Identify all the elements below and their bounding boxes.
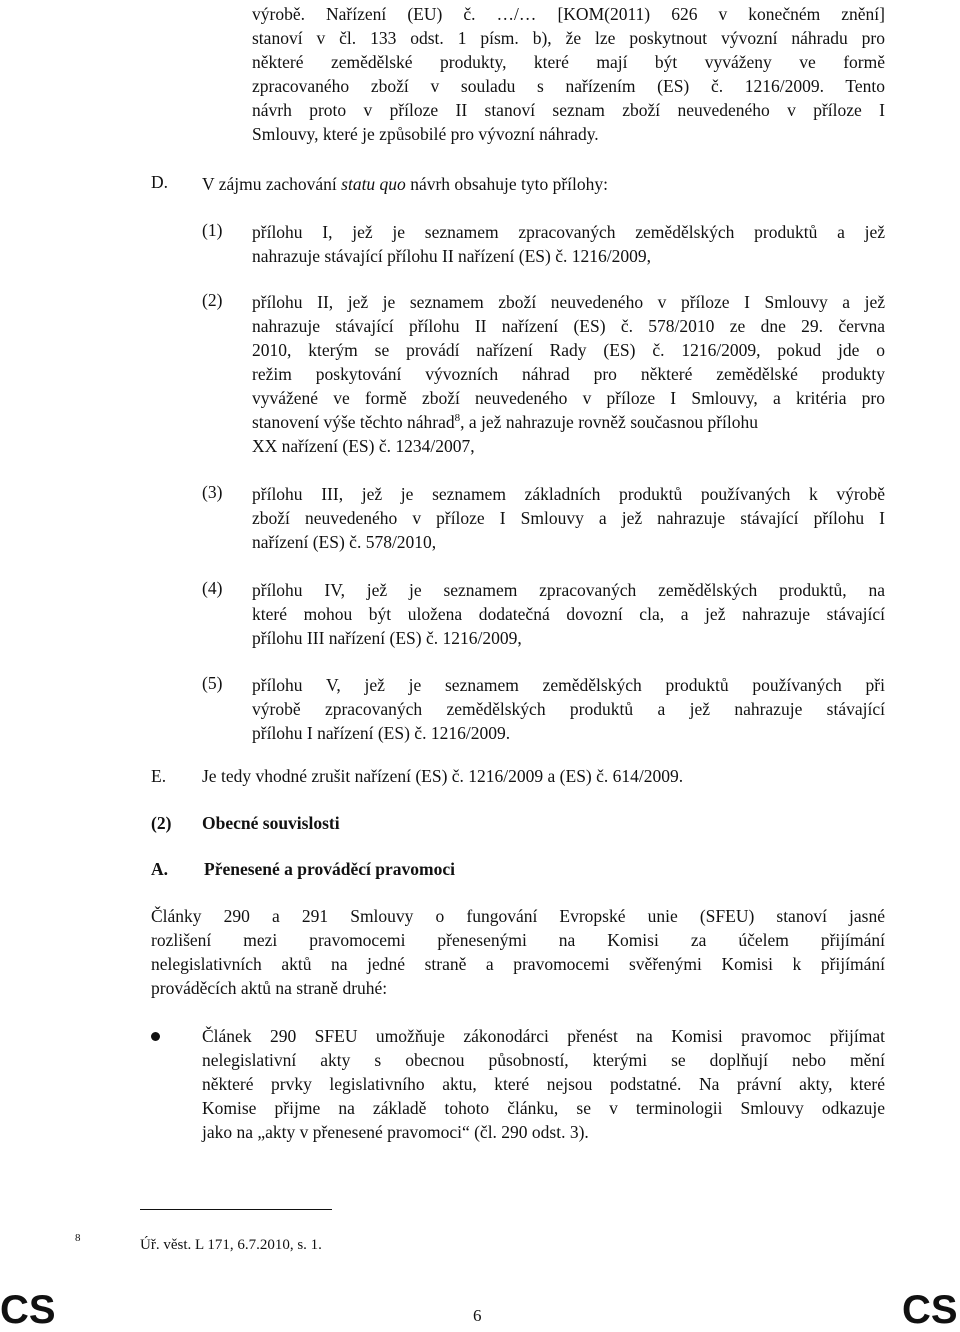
text-line: Články 290 a 291 Smlouvy o fungování Evropské unie (SFEU) stanoví jasné <box>151 906 885 926</box>
text-line: přílohu II, jež je seznamem zboží neuvedeného v příloze I Smlouvy a jež <box>252 292 885 312</box>
list-item <box>252 220 885 268</box>
text-line: Komise přijme na základě tohoto článku, se v terminologii Smlouvy odkazuje <box>202 1098 885 1118</box>
intro-paragraph <box>252 2 885 146</box>
bullet-paragraph <box>202 1024 885 1144</box>
articles-paragraph <box>151 904 885 1000</box>
text-line: stanoví v čl. 133 odst. 1 písm. b), že lze poskytnout vývozní náhradu pro <box>252 28 885 48</box>
text-segment: , a jež nahrazuje rovněž současnou přílohu <box>460 412 759 432</box>
subheading-label: A. <box>151 859 169 879</box>
heading-number: (2) <box>151 813 172 833</box>
footer-language-left: CS <box>0 1288 56 1332</box>
text-line: režim poskytování vývozních náhrad pro některé zemědělské produkty <box>252 364 885 384</box>
text-line: návrh proto v příloze II stanoví seznam zboží neuvedeného v příloze I <box>252 100 885 120</box>
text-line: zpracovaného zboží v souladu s nařízením (ES) č. 1216/2009. Tento <box>252 76 885 96</box>
section-d-intro <box>202 172 902 196</box>
section-d-text-before: V zájmu zachování <box>202 174 342 194</box>
item-number: (1) <box>202 220 223 240</box>
text-line: zboží neuvedeného v příloze I Smlouvy a jež nahrazuje stávající přílohu I <box>252 508 885 528</box>
text-line: nelegislativních aktů na jedné straně a pravomocemi svěřenými Komisi k přijímání <box>151 954 885 974</box>
heading-title: Obecné souvislosti <box>202 813 340 833</box>
text-line: nahrazuje stávající přílohu II nařízení (ES) č. 578/2010 ze dne 29. června <box>252 316 885 336</box>
section-e-text: Je tedy vhodné zrušit nařízení (ES) č. 1216/2009 a (ES) č. 614/2009. <box>202 766 684 786</box>
list-item <box>252 482 885 554</box>
text-line: některé prvky legislativního aktu, které nejsou podstatné. Na právní akty, které <box>202 1074 885 1094</box>
footnote-number: 8 <box>75 1232 81 1244</box>
text-line: Smlouvy, které je způsobilé pro vývozní náhrady. <box>252 124 599 144</box>
section-d-label: D. <box>151 172 169 192</box>
text-line: jako na „akty v přenesené pravomoci“ (čl. 290 odst. 3). <box>202 1122 589 1142</box>
subheading-title: Přenesené a prováděcí pravomoci <box>204 859 455 879</box>
text-line: některé zemědělské produkty, které mají být vyváženy ve formě <box>252 52 885 72</box>
bullet-icon <box>151 1032 160 1041</box>
list-item <box>252 290 885 458</box>
item-number: (4) <box>202 578 223 598</box>
item-number: (5) <box>202 673 223 693</box>
text-line: přílohu III nařízení (ES) č. 1216/2009, <box>252 628 522 648</box>
text-line: 2010, kterým se provádí nařízení Rady (ES) č. 1216/2009, pokud jde o <box>252 340 885 360</box>
section-d-italic: statu quo <box>341 174 406 194</box>
text-line: XX nařízení (ES) č. 1234/2007, <box>252 436 475 456</box>
text-line: nahrazuje stávající přílohu II nařízení (ES) č. 1216/2009, <box>252 246 651 266</box>
footnote-separator <box>140 1209 332 1210</box>
text-line: přílohu V, jež je seznamem zemědělských produktů používaných při <box>252 675 885 695</box>
text-line: přílohu III, jež je seznamem základních produktů používaných k výrobě <box>252 484 885 504</box>
text-line <box>252 410 885 434</box>
text-line: přílohu IV, jež je seznamem zpracovaných zemědělských produktů, na <box>252 580 885 600</box>
text-line: výrobě. Nařízení (EU) č. …/… [KOM(2011) 626 v konečném znění] <box>252 4 885 24</box>
text-line: nařízení (ES) č. 578/2010, <box>252 532 437 552</box>
section-d-text <box>202 172 902 196</box>
text-segment: stanovení výše těchto náhrad <box>252 412 455 432</box>
footnote-ref[interactable]: 8 <box>454 412 461 424</box>
footnote-text: Úř. věst. L 171, 6.7.2010, s. 1. <box>140 1237 322 1253</box>
text-line: nelegislativní akty s obecnou působností, kterými se doplňují nebo mění <box>202 1050 885 1070</box>
section-e-label: E. <box>151 766 167 786</box>
text-line: přílohu I, jež je seznamem zpracovaných zemědělských produktů a jež <box>252 222 885 242</box>
text-line: rozlišení mezi pravomocemi přenesenými na Komisi za účelem přijímání <box>151 930 885 950</box>
item-number: (2) <box>202 290 223 310</box>
text-line: prováděcích aktů na straně druhé: <box>151 978 388 998</box>
section-d-text-after: návrh obsahuje tyto přílohy: <box>405 174 609 194</box>
text-line: výrobě zpracovaných zemědělských produktů a jež nahrazuje stávající <box>252 699 885 719</box>
text-line: Článek 290 SFEU umožňuje zákonodárci přenést na Komisi pravomoc přijímat <box>202 1026 885 1046</box>
item-number: (3) <box>202 482 223 502</box>
list-item <box>252 673 885 745</box>
text-line: které mohou být uložena dodatečná dovozní cla, a jež nahrazuje stávající <box>252 604 885 624</box>
text-line: vyvážené ve formě zboží neuvedeného v příloze I Smlouvy, a kritéria pro <box>252 388 885 408</box>
page-number: 6 <box>473 1306 482 1325</box>
footer-language-right: CS <box>902 1288 958 1332</box>
text-line: přílohu I nařízení (ES) č. 1216/2009. <box>252 723 511 743</box>
list-item <box>252 578 885 650</box>
